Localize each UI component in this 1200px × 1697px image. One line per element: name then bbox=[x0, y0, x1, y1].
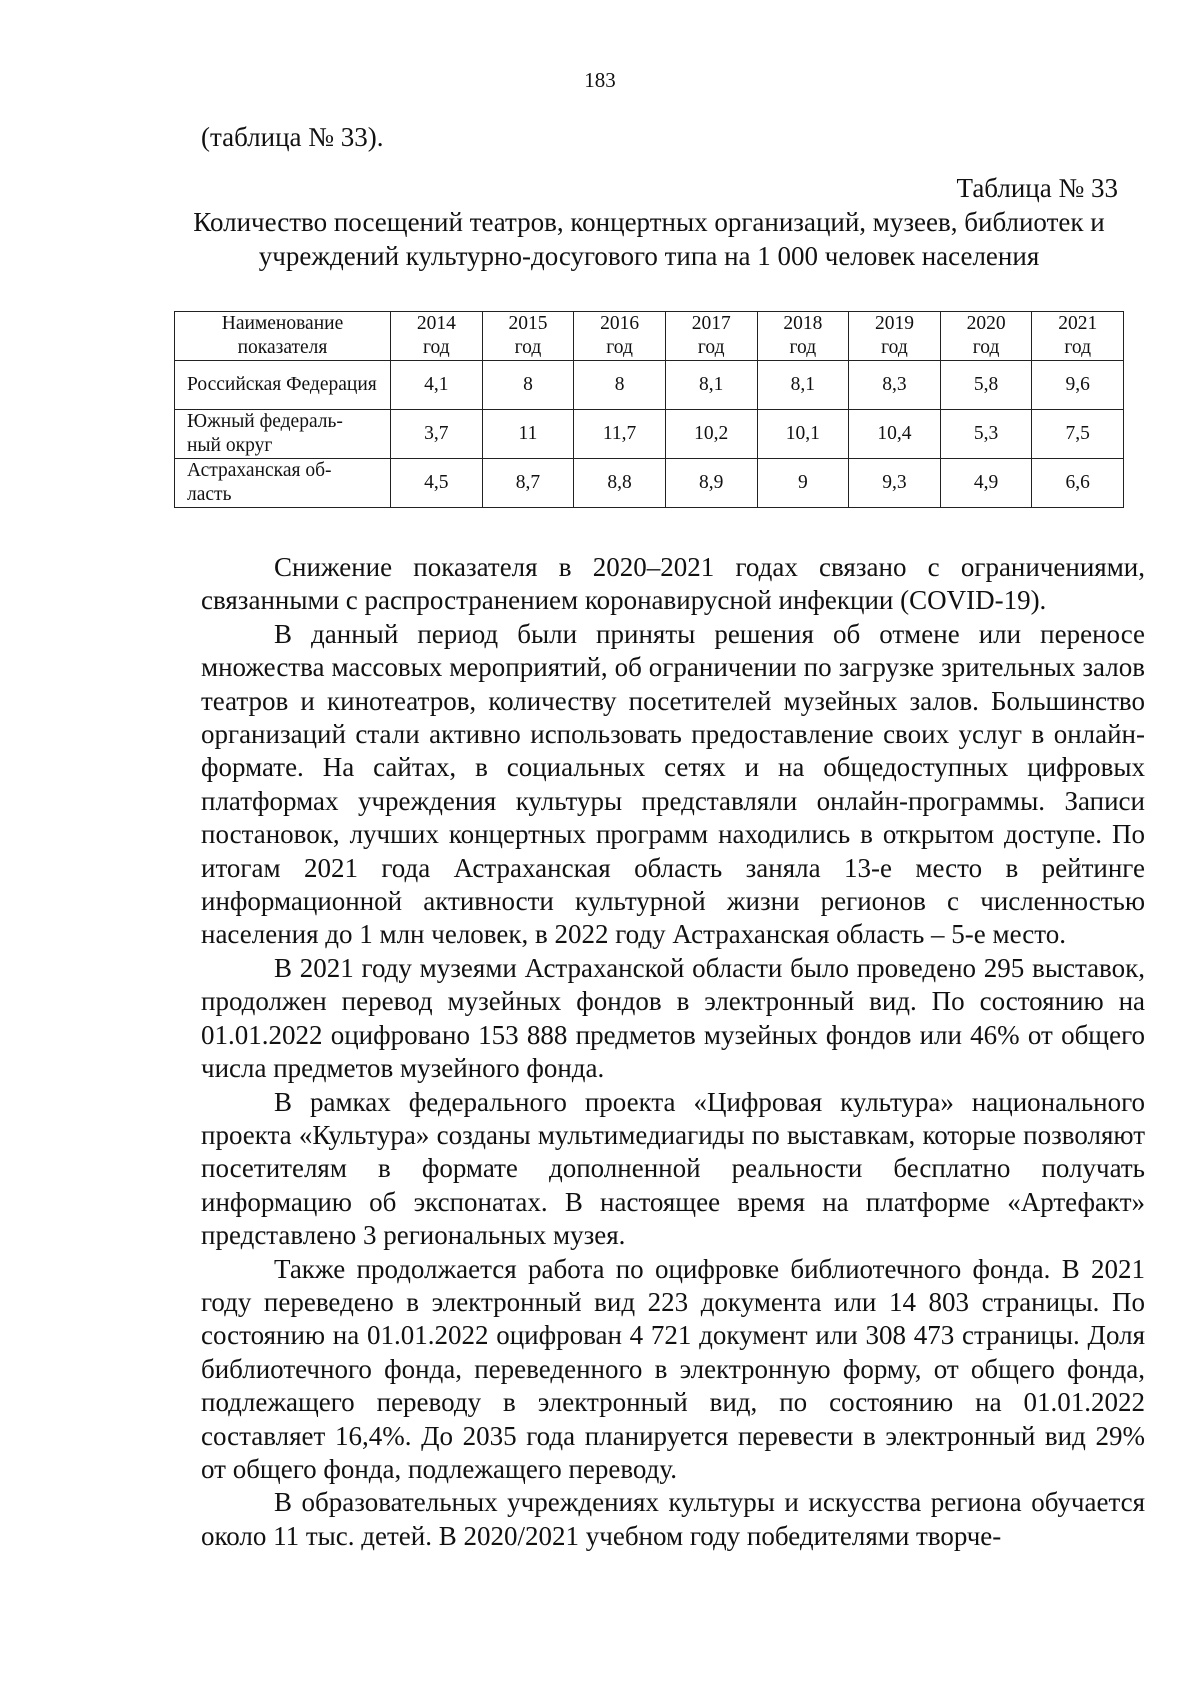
header-year bbox=[1032, 312, 1124, 361]
header-year-number: 2015 bbox=[508, 313, 548, 334]
table-cell: 10,4 bbox=[849, 410, 941, 459]
table-cell: 8 bbox=[574, 361, 666, 410]
header-year bbox=[757, 312, 849, 361]
row-name: Южный федераль- ный округ bbox=[175, 410, 391, 459]
header-year bbox=[391, 312, 483, 361]
header-year-number: 2019 bbox=[874, 313, 914, 334]
lead-text: (таблица № 33). bbox=[201, 122, 384, 152]
table-cell: 10,1 bbox=[757, 410, 849, 459]
header-year-suffix: год bbox=[972, 337, 1000, 358]
header-year-number: 2018 bbox=[783, 313, 823, 334]
header-year-suffix: год bbox=[606, 337, 633, 358]
paragraph: В образовательных учреждениях культуры и искусства региона обучается около 11 тыс. детей. В 2020/2021 учебном году победителями творче- bbox=[201, 1487, 1145, 1551]
table-cell: 9,6 bbox=[1032, 361, 1124, 410]
header-year-suffix: год bbox=[514, 337, 542, 358]
table-cell: 5,8 bbox=[940, 361, 1032, 410]
paragraph: Снижение показателя в 2020–2021 годах связано с ограничениями, связанными с распространением коронавирусной инфекции (COVID-19). bbox=[201, 552, 1145, 616]
table-cell: 8,3 bbox=[849, 361, 941, 410]
table-cell: 8,7 bbox=[482, 459, 574, 508]
table-cell: 8,1 bbox=[757, 361, 849, 410]
paragraph: В рамках федерального проекта «Цифровая культура» национального проекта «Культура» созданы мультимедиагиды по выставкам, которые позволяют посетителям в формате дополненной реальности бесплатно получать информацию об экспонатах. В настоящее время на платформе «Артефакт» представлено 3 региональных музея. bbox=[201, 1086, 1145, 1251]
table-cell: 11 bbox=[482, 410, 574, 459]
table-cell: 4,9 bbox=[940, 459, 1032, 508]
row-name: Российская Федерация bbox=[175, 361, 391, 410]
table-cell: 8,8 bbox=[574, 459, 666, 508]
row-name: Астраханская об- ласть bbox=[175, 459, 391, 508]
header-year-suffix: год bbox=[1064, 337, 1091, 358]
table-cell: 11,7 bbox=[574, 410, 666, 459]
header-year-number: 2020 bbox=[966, 313, 1006, 334]
header-year-suffix: год bbox=[423, 337, 450, 358]
table-row bbox=[175, 459, 1124, 508]
table-cell: 9,3 bbox=[849, 459, 941, 508]
header-year-number: 2021 bbox=[1058, 313, 1098, 334]
body-text bbox=[201, 551, 1145, 1553]
table-header-row bbox=[175, 312, 1124, 361]
table-cell: 4,5 bbox=[391, 459, 483, 508]
table-cell: 8,9 bbox=[665, 459, 757, 508]
header-year bbox=[665, 312, 757, 361]
header-indicator-name: Наименование показателя bbox=[175, 312, 391, 361]
header-year-number: 2014 bbox=[416, 313, 456, 334]
table-cell: 3,7 bbox=[391, 410, 483, 459]
table-row bbox=[175, 361, 1124, 410]
header-year-suffix: год bbox=[881, 337, 908, 358]
table-caption: Количество посещений театров, концертных организаций, музеев, библиотек и учреждений культурно-досугового типа на 1 000 человек населения bbox=[193, 207, 1105, 271]
header-year bbox=[849, 312, 941, 361]
statistics-table bbox=[174, 311, 1124, 508]
header-year-suffix: год bbox=[789, 337, 817, 358]
header-year bbox=[482, 312, 574, 361]
table-cell: 7,5 bbox=[1032, 410, 1124, 459]
header-year bbox=[574, 312, 666, 361]
table-cell: 4,1 bbox=[391, 361, 483, 410]
header-year-number: 2016 bbox=[600, 313, 640, 334]
table-cell: 6,6 bbox=[1032, 459, 1124, 508]
paragraph: Также продолжается работа по оцифровке библиотечного фонда. В 2021 году переведено в электронный вид 223 документа или 14 803 страницы. По состоянию на 01.01.2022 оцифрован 4 721 документ или 308 473 страницы. Доля библиотечного фонда, переведенного в электронную форму, от общего фонда, подлежащего переводу в электронный вид, по состоянию на 01.01.2022 составляет 16,4%. До 2035 года планируется перевести в электронный вид 29% от общего фонда, подлежащего переводу. bbox=[201, 1253, 1145, 1484]
paragraph: В 2021 году музеями Астраханской области было проведено 295 выставок, продолжен перевод музейных фондов в электронный вид. По состоянию на 01.01.2022 оцифровано 153 888 предметов музейных фондов или 46% от общего числа предметов музейного фонда. bbox=[201, 952, 1145, 1084]
table-cell: 9 bbox=[757, 459, 849, 508]
header-year-number: 2017 bbox=[691, 313, 731, 334]
table-number: Таблица № 33 bbox=[956, 173, 1118, 203]
table-cell: 10,2 bbox=[665, 410, 757, 459]
table-cell: 8,1 bbox=[665, 361, 757, 410]
header-year-suffix: год bbox=[697, 337, 725, 358]
page-number: 183 bbox=[584, 68, 616, 92]
table-body bbox=[175, 361, 1124, 508]
table-row bbox=[175, 410, 1124, 459]
paragraph: В данный период были приняты решения об отмене или переносе множества массовых мероприятий, об ограничении по загрузке зрительных залов театров и кинотеатров, количеству посетителей музейных залов. Большинство организаций стали активно использовать предоставление своих услуг в онлайн-формате. На сайтах, в социальных сетях и на общедоступных цифровых платформах учреждения культуры представляли онлайн-программы. Записи постановок, лучших концертных программ находились в открытом доступе. По итогам 2021 года Астраханская область заняла 13-е место в рейтинге информационной активности культурной жизни регионов с численностью населения до 1 млн человек, в 2022 году Астраханская область – 5-е место. bbox=[201, 618, 1145, 950]
header-year bbox=[940, 312, 1032, 361]
table-cell: 5,3 bbox=[940, 410, 1032, 459]
table-cell: 8 bbox=[482, 361, 574, 410]
